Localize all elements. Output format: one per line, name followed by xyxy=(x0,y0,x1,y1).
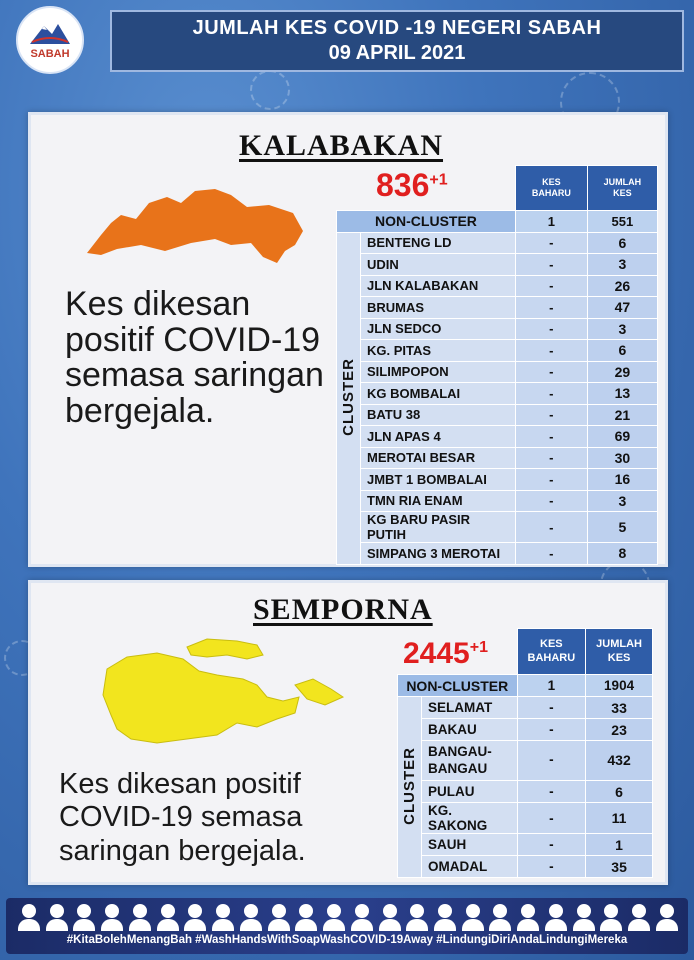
report-date: 09 APRIL 2021 xyxy=(328,42,466,64)
cluster-new: - xyxy=(515,361,587,383)
person-icon xyxy=(434,902,456,932)
person-icon xyxy=(351,902,373,932)
person-icon xyxy=(656,902,678,932)
cluster-total: 11 xyxy=(586,803,653,834)
cluster-name: KG. SAKONG xyxy=(422,803,518,834)
person-icon xyxy=(73,902,95,932)
noncluster-total: 551 xyxy=(587,211,657,233)
cluster-total: 8 xyxy=(587,543,657,565)
cluster-name: UDIN xyxy=(361,254,516,276)
cluster-row xyxy=(398,834,653,856)
cluster-row xyxy=(337,297,658,319)
noncluster-label: NON-CLUSTER xyxy=(398,675,518,697)
cluster-new: - xyxy=(517,803,586,834)
new-cases-superscript: +1 xyxy=(469,639,488,656)
cluster-name: SAUH xyxy=(422,834,518,856)
cluster-name: SELAMAT xyxy=(422,697,518,719)
noncluster-label: NON-CLUSTER xyxy=(337,211,516,233)
case-description: Kes dikesan positif COVID-19 semasa saringan bergejala. xyxy=(59,768,306,867)
cluster-row xyxy=(398,741,653,781)
cluster-new: - xyxy=(517,741,586,781)
cluster-name: JLN SEDCO xyxy=(361,318,516,340)
mountain-icon xyxy=(28,20,72,46)
cluster-new: - xyxy=(515,383,587,405)
cluster-name: KG BOMBALAI xyxy=(361,383,516,405)
hashtags: #KitaBolehMenangBah #WashHandsWithSoapWashCOVID-19Away #LindungiDiriAndaLindungiMereka xyxy=(66,934,628,946)
frontliner-icons xyxy=(18,902,678,934)
cluster-name: BAKAU xyxy=(422,719,518,741)
cluster-row xyxy=(398,781,653,803)
semporna-panel xyxy=(28,580,668,885)
cluster-total: 23 xyxy=(586,719,653,741)
column-header-total: JUMLAH KES xyxy=(587,166,657,211)
cluster-name: JLN APAS 4 xyxy=(361,426,516,448)
new-cases-superscript: +1 xyxy=(429,171,448,189)
cluster-total: 16 xyxy=(587,469,657,491)
person-icon xyxy=(628,902,650,932)
cluster-name: BENTENG LD xyxy=(361,232,516,254)
total-cases: $836^{+1}$ xyxy=(376,167,448,203)
cluster-total: 69 xyxy=(587,426,657,448)
cluster-new: - xyxy=(515,404,587,426)
cluster-row xyxy=(337,254,658,276)
cluster-total: 3 xyxy=(587,318,657,340)
cluster-name: KG BARU PASIR PUTIH xyxy=(361,512,516,543)
cluster-name: SILIMPOPON xyxy=(361,361,516,383)
cluster-total: 35 xyxy=(586,856,653,878)
cluster-row xyxy=(398,697,653,719)
cluster-name: PULAU xyxy=(422,781,518,803)
cluster-new: - xyxy=(517,834,586,856)
cluster-new: - xyxy=(515,297,587,319)
cluster-new: - xyxy=(515,469,587,491)
cluster-name: OMADAL xyxy=(422,856,518,878)
person-icon xyxy=(545,902,567,932)
kalabakan-map xyxy=(81,183,321,273)
page-title: JUMLAH KES COVID -19 NEGERI SABAH xyxy=(192,17,602,39)
noncluster-new: 1 xyxy=(515,211,587,233)
cluster-row xyxy=(337,361,658,383)
cluster-total: 26 xyxy=(587,275,657,297)
cluster-row xyxy=(337,404,658,426)
case-description: Kes dikesan positif COVID-19 semasa saringan bergejala. xyxy=(65,285,324,431)
semporna-map xyxy=(87,635,347,755)
cluster-name: KG. PITAS xyxy=(361,340,516,362)
cluster-total: 5 xyxy=(587,512,657,543)
cluster-name: SIMPANG 3 MEROTAI xyxy=(361,543,516,565)
cluster-name: JMBT 1 BOMBALAI xyxy=(361,469,516,491)
kalabakan-case-table xyxy=(336,165,658,565)
column-header-total: JUMLAH KES xyxy=(586,629,653,675)
cluster-total: 6 xyxy=(587,340,657,362)
cluster-total: 47 xyxy=(587,297,657,319)
district-title: KALABAKAN xyxy=(239,129,444,162)
cluster-new: - xyxy=(517,781,586,803)
cluster-row xyxy=(337,426,658,448)
cluster-row xyxy=(337,383,658,405)
noncluster-row xyxy=(398,675,653,697)
cluster-name: MEROTAI BESAR xyxy=(361,447,516,469)
column-header-new: KES BAHARU xyxy=(515,166,587,211)
header-title-box xyxy=(110,10,684,72)
cluster-row xyxy=(337,275,658,297)
sabah-logo xyxy=(16,6,84,74)
noncluster-total: 1904 xyxy=(586,675,653,697)
cluster-row xyxy=(337,469,658,491)
cluster-new: - xyxy=(515,232,587,254)
cluster-row xyxy=(398,719,653,741)
cluster-name: TMN RIA ENAM xyxy=(361,490,516,512)
cluster-new: - xyxy=(515,254,587,276)
person-icon xyxy=(406,902,428,932)
cluster-vertical-label: CLUSTER xyxy=(337,232,361,564)
cluster-row xyxy=(337,512,658,543)
district-title: SEMPORNA xyxy=(253,593,433,626)
cluster-total: 21 xyxy=(587,404,657,426)
cluster-name: JLN KALABAKAN xyxy=(361,275,516,297)
cluster-row xyxy=(337,340,658,362)
cluster-total: 29 xyxy=(587,361,657,383)
cluster-new: - xyxy=(515,340,587,362)
kalabakan-panel xyxy=(28,112,668,567)
cluster-new: - xyxy=(515,543,587,565)
cluster-total: 6 xyxy=(587,232,657,254)
cluster-total: 33 xyxy=(586,697,653,719)
person-icon xyxy=(268,902,290,932)
person-icon xyxy=(101,902,123,932)
cluster-row xyxy=(337,318,658,340)
person-icon xyxy=(46,902,68,932)
person-icon xyxy=(240,902,262,932)
person-icon xyxy=(462,902,484,932)
cluster-name: BRUMAS xyxy=(361,297,516,319)
cluster-row xyxy=(337,232,658,254)
cluster-row xyxy=(398,803,653,834)
person-icon xyxy=(157,902,179,932)
cluster-vertical-label: CLUSTER xyxy=(398,697,422,878)
cluster-new: - xyxy=(517,697,586,719)
person-icon xyxy=(379,902,401,932)
cluster-name: BATU 38 xyxy=(361,404,516,426)
cluster-row xyxy=(337,543,658,565)
column-header-new: KES BAHARU xyxy=(517,629,586,675)
cluster-new: - xyxy=(515,426,587,448)
logo-text: SABAH xyxy=(30,48,70,60)
cluster-new: - xyxy=(515,490,587,512)
footer-banner xyxy=(6,898,688,954)
person-icon xyxy=(573,902,595,932)
person-icon xyxy=(129,902,151,932)
cluster-total: 3 xyxy=(587,254,657,276)
semporna-case-table xyxy=(397,628,653,878)
cluster-new: - xyxy=(515,512,587,543)
cluster-row xyxy=(337,447,658,469)
noncluster-new: 1 xyxy=(517,675,586,697)
cluster-row xyxy=(398,856,653,878)
person-icon xyxy=(489,902,511,932)
person-icon xyxy=(212,902,234,932)
person-icon xyxy=(600,902,622,932)
cluster-total: 1 xyxy=(586,834,653,856)
cluster-new: - xyxy=(517,719,586,741)
person-icon xyxy=(295,902,317,932)
cluster-new: - xyxy=(515,275,587,297)
cluster-name: BANGAU-BANGAU xyxy=(422,741,518,781)
person-icon xyxy=(184,902,206,932)
cluster-new: - xyxy=(515,447,587,469)
total-cases: $2445^{+1}$ xyxy=(403,637,488,670)
cluster-total: 432 xyxy=(586,741,653,781)
cluster-new: - xyxy=(515,318,587,340)
cluster-total: 30 xyxy=(587,447,657,469)
cluster-total: 6 xyxy=(586,781,653,803)
cluster-total: 3 xyxy=(587,490,657,512)
cluster-new: - xyxy=(517,856,586,878)
noncluster-row xyxy=(337,211,658,233)
person-icon xyxy=(323,902,345,932)
virus-decoration xyxy=(250,70,290,110)
person-icon xyxy=(517,902,539,932)
person-icon xyxy=(18,902,40,932)
cluster-total: 13 xyxy=(587,383,657,405)
cluster-row xyxy=(337,490,658,512)
